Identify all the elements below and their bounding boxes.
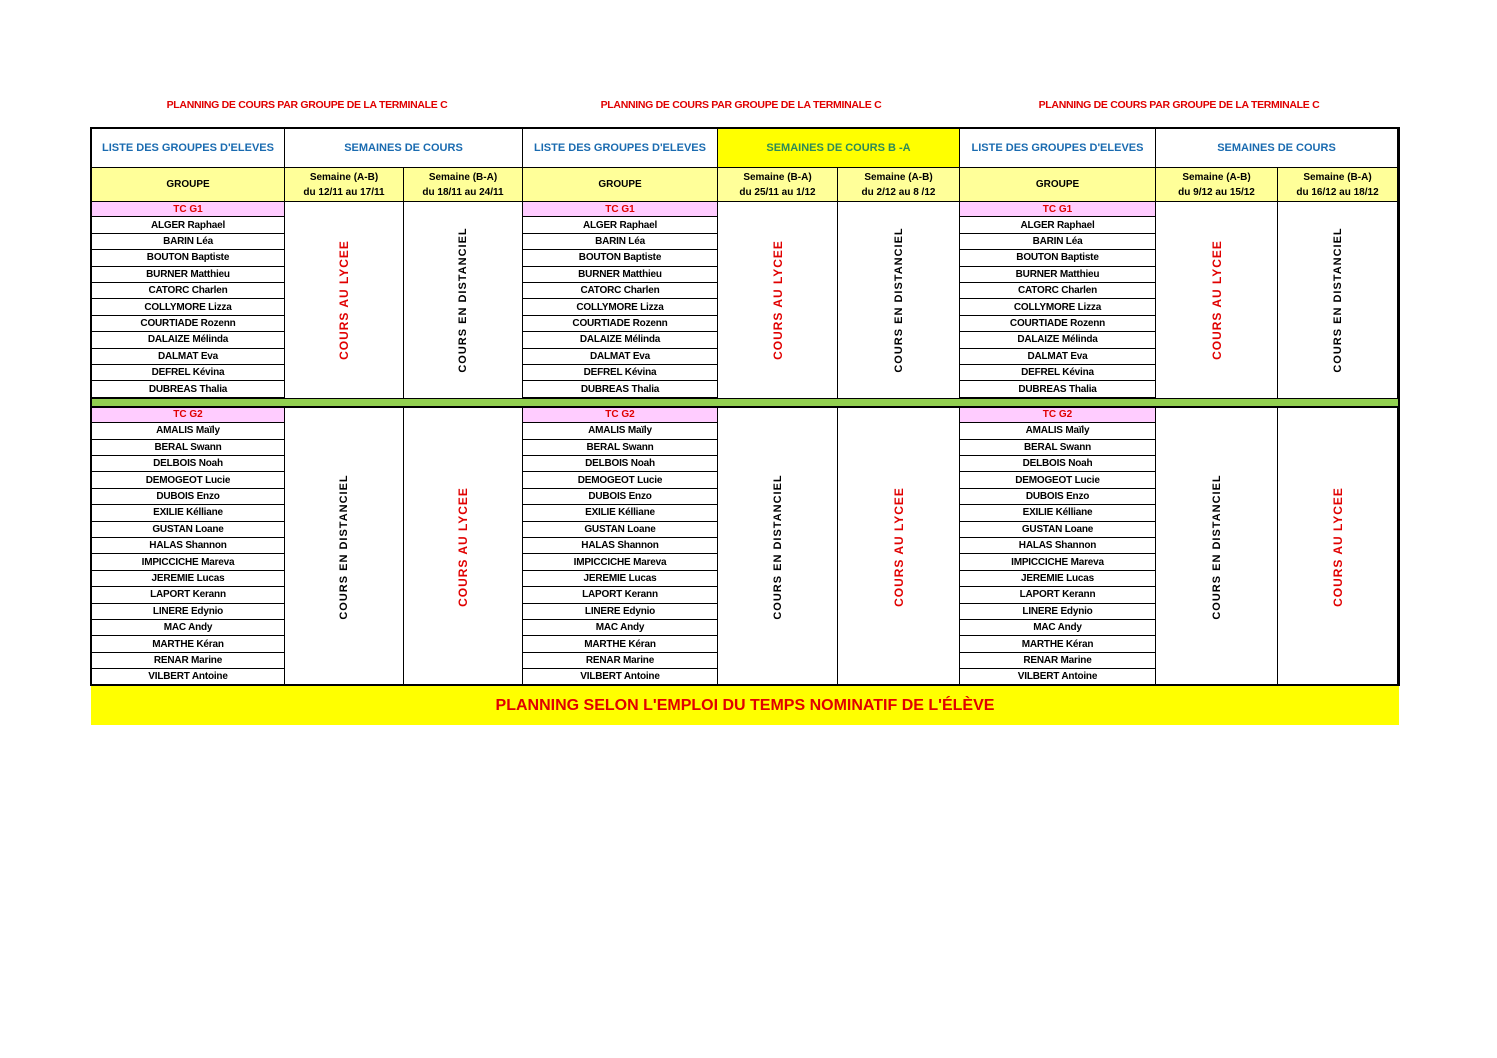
week1-mode-text: COURS AU LYCEE [770, 239, 785, 360]
week1-dates: du 12/11 au 17/11 [303, 186, 385, 198]
student-name: CATORC Charlen [523, 283, 718, 299]
student-name: DUBOIS Enzo [960, 489, 1156, 505]
week2-mode-text: COURS AU LYCEE [1330, 486, 1345, 607]
group-separator [92, 398, 523, 407]
student-name: DALMAT Eva [523, 349, 718, 365]
group-title: TC G2 [92, 407, 285, 423]
week1-mode-cell [718, 201, 838, 398]
week1-header [285, 167, 404, 201]
student-name: RENAR Marine [960, 653, 1156, 669]
week2-label: Semaine (B-A) [428, 171, 498, 183]
page-titles [91, 99, 1399, 113]
student-name: JEREMIE Lucas [92, 571, 285, 587]
student-name: BARIN Léa [92, 234, 285, 250]
student-name: HALAS Shannon [523, 538, 718, 554]
student-name: VILBERT Antoine [92, 669, 285, 685]
week2-dates: du 18/11 au 24/11 [422, 186, 504, 198]
week2-mode-cell [404, 407, 523, 686]
student-name: DALAIZE Mélinda [960, 332, 1156, 348]
week2-mode-text: COURS AU LYCEE [891, 486, 906, 607]
week2-mode-cell [838, 407, 960, 686]
week2-mode-text: COURS EN DISTANCIEL [892, 227, 905, 373]
week1-label: Semaine (A-B) [1182, 171, 1251, 183]
week2-label: Semaine (B-A) [1303, 171, 1372, 183]
group-title: TC G2 [523, 407, 718, 423]
week1-mode-cell [718, 407, 838, 686]
week1-label: Semaine (B-A) [743, 171, 812, 183]
student-name: BOUTON Baptiste [92, 250, 285, 266]
week1-dates: du 9/12 au 15/12 [1178, 186, 1255, 198]
student-name: JEREMIE Lucas [960, 571, 1156, 587]
student-name: COLLYMORE Lizza [523, 299, 718, 315]
student-name: GUSTAN Loane [960, 522, 1156, 538]
student-name: HALAS Shannon [960, 538, 1156, 554]
student-name: DEMOGEOT Lucie [960, 472, 1156, 488]
student-name: VILBERT Antoine [523, 669, 718, 685]
week1-header [1156, 167, 1278, 201]
student-name: DALAIZE Mélinda [92, 332, 285, 348]
student-name: ALGER Raphael [960, 217, 1156, 233]
student-name: EXILIE Kélliane [92, 505, 285, 521]
student-name: DEMOGEOT Lucie [523, 472, 718, 488]
panel-3 [960, 129, 1398, 684]
student-name: BURNER Matthieu [523, 267, 718, 283]
week1-header [718, 167, 838, 201]
list-header: LISTE DES GROUPES D'ELEVES [960, 129, 1156, 167]
group-separator [523, 398, 960, 407]
student-name: ALGER Raphael [92, 217, 285, 233]
student-name: DALAIZE Mélinda [523, 332, 718, 348]
week2-header [1278, 167, 1398, 201]
group-title: TC G1 [523, 201, 718, 217]
week2-mode-cell [838, 201, 960, 398]
student-name: CATORC Charlen [92, 283, 285, 299]
student-name: AMALIS Maïly [960, 423, 1156, 439]
group-label: GROUPE [523, 167, 718, 201]
weeks-header: SEMAINES DE COURS [285, 129, 523, 167]
student-name: BARIN Léa [960, 234, 1156, 250]
week1-mode-text: COURS AU LYCEE [1209, 239, 1224, 360]
student-name: DALMAT Eva [960, 349, 1156, 365]
student-name: LAPORT Kerann [92, 587, 285, 603]
student-name: DUBOIS Enzo [92, 489, 285, 505]
panel-1 [92, 129, 523, 684]
footer-banner: PLANNING SELON L'EMPLOI DU TEMPS NOMINATIF DE L'ÉLÈVE [91, 686, 1399, 725]
student-name: AMALIS Maïly [92, 423, 285, 439]
week2-mode-text: COURS AU LYCEE [456, 486, 470, 607]
student-name: BURNER Matthieu [960, 267, 1156, 283]
student-name: BARIN Léa [523, 234, 718, 250]
week1-mode-cell [1156, 201, 1278, 398]
group-title: TC G1 [92, 201, 285, 217]
week1-mode-text: COURS AU LYCEE [337, 239, 351, 360]
student-name: MARTHE Kéran [960, 636, 1156, 652]
student-name: DUBREAS Thalia [960, 381, 1156, 397]
week2-mode-cell [1278, 407, 1398, 686]
student-name: BOUTON Baptiste [960, 250, 1156, 266]
week2-header [838, 167, 960, 201]
student-name: EXILIE Kélliane [960, 505, 1156, 521]
student-name: COURTIADE Rozenn [92, 316, 285, 332]
panel-2 [523, 129, 960, 684]
weeks-header: SEMAINES DE COURS B -A [718, 129, 960, 167]
student-name: BOUTON Baptiste [523, 250, 718, 266]
week2-label: Semaine (A-B) [864, 171, 933, 183]
student-name: DELBOIS Noah [960, 456, 1156, 472]
group-separator [960, 398, 1398, 407]
student-name: AMALIS Maïly [523, 423, 718, 439]
student-name: MAC Andy [92, 620, 285, 636]
student-name: DALMAT Eva [92, 349, 285, 365]
student-name: BERAL Swann [960, 440, 1156, 456]
student-name: CATORC Charlen [960, 283, 1156, 299]
student-name: MARTHE Kéran [523, 636, 718, 652]
group-label: GROUPE [960, 167, 1156, 201]
list-header: LISTE DES GROUPES D'ELEVES [92, 129, 285, 167]
student-name: MAC Andy [523, 620, 718, 636]
group-title: TC G2 [960, 407, 1156, 423]
week2-mode-text: COURS EN DISTANCIEL [1331, 227, 1344, 373]
student-name: DELBOIS Noah [92, 456, 285, 472]
student-name: DUBREAS Thalia [523, 381, 718, 397]
week1-label: Semaine (A-B) [309, 171, 379, 183]
student-name: COURTIADE Rozenn [523, 316, 718, 332]
student-name: COURTIADE Rozenn [960, 316, 1156, 332]
week2-mode-cell [404, 201, 523, 398]
student-name: GUSTAN Loane [92, 522, 285, 538]
student-name: IMPICCICHE Mareva [960, 554, 1156, 570]
week2-header [404, 167, 523, 201]
group-title: TC G1 [960, 201, 1156, 217]
student-name: LAPORT Kerann [960, 587, 1156, 603]
week2-mode-cell [1278, 201, 1398, 398]
student-name: DELBOIS Noah [523, 456, 718, 472]
student-name: ALGER Raphael [523, 217, 718, 233]
student-name: RENAR Marine [92, 653, 285, 669]
student-name: BERAL Swann [92, 440, 285, 456]
student-name: LINERE Edynio [92, 604, 285, 620]
week1-mode-cell [285, 407, 404, 686]
student-name: DEFREL Kévina [523, 365, 718, 381]
student-name: JEREMIE Lucas [523, 571, 718, 587]
student-name: BERAL Swann [523, 440, 718, 456]
week1-mode-text: COURS EN DISTANCIEL [771, 474, 784, 620]
student-name: LINERE Edynio [960, 604, 1156, 620]
page-title-2: PLANNING DE COURS PAR GROUPE DE LA TERMINALE C [600, 99, 882, 111]
student-name: GUSTAN Loane [523, 522, 718, 538]
student-name: DEFREL Kévina [92, 365, 285, 381]
student-name: MAC Andy [960, 620, 1156, 636]
page-title-1: PLANNING DE COURS PAR GROUPE DE LA TERMINALE C [166, 99, 448, 111]
week1-mode-text: COURS EN DISTANCIEL [1210, 474, 1223, 620]
week2-dates: du 2/12 au 8 /12 [861, 186, 936, 198]
week1-mode-cell [1156, 407, 1278, 686]
week2-dates: du 16/12 au 18/12 [1296, 186, 1379, 198]
student-name: LAPORT Kerann [523, 587, 718, 603]
student-name: COLLYMORE Lizza [92, 299, 285, 315]
group-label: GROUPE [92, 167, 285, 201]
student-name: DUBREAS Thalia [92, 381, 285, 397]
week2-mode-text: COURS EN DISTANCIEL [457, 227, 469, 373]
student-name: RENAR Marine [523, 653, 718, 669]
list-header: LISTE DES GROUPES D'ELEVES [523, 129, 718, 167]
student-name: MARTHE Kéran [92, 636, 285, 652]
student-name: VILBERT Antoine [960, 669, 1156, 685]
weeks-header: SEMAINES DE COURS [1156, 129, 1398, 167]
student-name: HALAS Shannon [92, 538, 285, 554]
week1-mode-text: COURS EN DISTANCIEL [338, 474, 350, 620]
student-name: EXILIE Kélliane [523, 505, 718, 521]
student-name: LINERE Edynio [523, 604, 718, 620]
page-title-3: PLANNING DE COURS PAR GROUPE DE LA TERMINALE C [1038, 99, 1320, 111]
planning-table [90, 127, 1400, 686]
student-name: COLLYMORE Lizza [960, 299, 1156, 315]
student-name: DUBOIS Enzo [523, 489, 718, 505]
week1-mode-cell [285, 201, 404, 398]
student-name: IMPICCICHE Mareva [523, 554, 718, 570]
student-name: DEFREL Kévina [960, 365, 1156, 381]
student-name: DEMOGEOT Lucie [92, 472, 285, 488]
student-name: BURNER Matthieu [92, 267, 285, 283]
week1-dates: du 25/11 au 1/12 [739, 186, 816, 198]
student-name: IMPICCICHE Mareva [92, 554, 285, 570]
